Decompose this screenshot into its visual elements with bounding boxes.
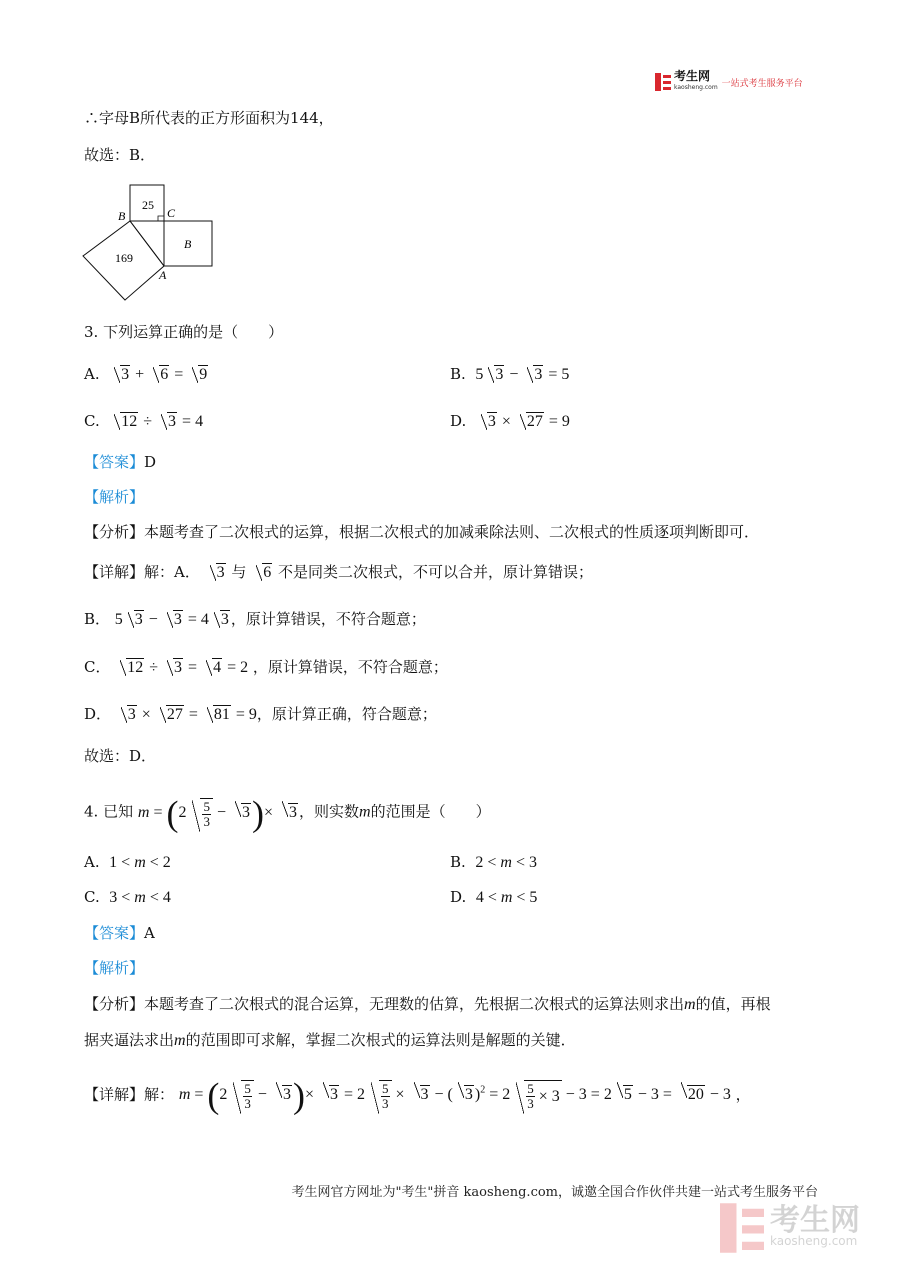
fenxi-text: 的范围即可求解，掌握二次根式的运算法则是解题的关键． xyxy=(185,1031,576,1049)
fenxi-text: 据夹逼法求出 xyxy=(84,1031,175,1049)
logo-name: 考生网 xyxy=(674,69,711,83)
q3-option-d: D. 3 × 27 = 9 xyxy=(450,412,570,430)
prev-conclusion: ∴字母B所代表的正方形面积为144， xyxy=(84,109,334,127)
detail-c-text: ，原计算错误，不符合题意； xyxy=(252,658,448,676)
q4-stem-end: 的范围是（ ） xyxy=(370,802,491,821)
option-letter: D. xyxy=(450,412,467,430)
fenxi-text: 本题考查了二次根式的混合运算，无理数的估算，先根据二次根式的运算法则求出 xyxy=(144,995,685,1013)
option-letter: C. xyxy=(84,888,100,906)
analysis-tag: 【解析】 xyxy=(84,959,145,977)
fenxi-text: 的值，再根 xyxy=(695,995,771,1013)
option-letter: A. xyxy=(84,853,100,871)
q4-option-b: B. 2 < m < 3 xyxy=(450,853,537,871)
point-c-label: C xyxy=(167,206,176,220)
q4-fenxi-line2: 据夹逼法求出m的范围即可求解，掌握二次根式的运算法则是解题的关键． xyxy=(84,1031,576,1049)
logo-domain: kaosheng.com xyxy=(674,84,718,91)
square-top-label: 25 xyxy=(142,198,154,212)
detail-a-text: 不是同类二次根式，不可以合并，原计算错误； xyxy=(277,563,593,581)
fenxi-tag: 【分析】 xyxy=(84,523,145,541)
watermark-domain: kaosheng.com xyxy=(770,1234,858,1248)
detail-b-text: ，原计算错误，不符合题意； xyxy=(230,610,426,628)
detail-tag: 【详解】 xyxy=(84,1085,145,1104)
q4-option-d: D. 4 < m < 5 xyxy=(450,888,538,906)
answer-value: A xyxy=(144,924,155,942)
kaosheng-logo-icon xyxy=(655,73,671,91)
answer-value: D xyxy=(144,453,157,471)
square-right-label: B xyxy=(184,237,192,251)
q3-choice: 故选：D． xyxy=(84,747,157,765)
square-left-label: 169 xyxy=(115,251,133,265)
fenxi-text: 本题考查了二次根式的运算，根据二次根式的加减乘除法则、二次根式的性质逐项判断即可． xyxy=(144,523,760,541)
q4-stem-prefix: 4. 已知 xyxy=(84,802,134,821)
analysis-tag: 【解析】 xyxy=(84,488,145,506)
watermark xyxy=(720,1203,860,1253)
footer-text: 考生网官方网址为"考生"拼音 kaosheng.com，诚邀全国合作伙伴共建一站式考生服务平台 xyxy=(291,1185,818,1200)
q3-detail-b: B． 5 3 − 3 = 4 3 ，原计算错误，不符合题意； xyxy=(84,610,426,628)
q3-answer xyxy=(84,452,156,472)
logo-slogan: 一站式考生服务平台 xyxy=(721,78,803,89)
kaosheng-watermark-icon xyxy=(720,1203,764,1253)
q4-fenxi-line1: 【分析】本题考查了二次根式的混合运算，无理数的估算，先根据二次根式的运算法则求出m的值，再根 xyxy=(84,995,771,1013)
q3-detail-a: 【详解】解：A． 3 与 6 不是同类二次根式，不可以合并，原计算错误； xyxy=(84,563,593,581)
pythagoras-figure xyxy=(78,180,223,305)
q3-detail-d: D． 3 × 27 = 81 = 9，原计算正确，符合题意； xyxy=(84,705,437,723)
option-letter: B. xyxy=(450,853,466,871)
detail-tag: 【详解】 xyxy=(84,563,145,581)
detail-prefix: 解：A． xyxy=(144,563,200,581)
q3-analysis-tag xyxy=(84,487,144,507)
q4-analysis-tag xyxy=(84,958,144,978)
q4-stem: 4. 已知 m = (2 $\frac{5}{3}$ − 3)× 3 ，则实数m的范围是（ ） xyxy=(84,793,491,833)
q4-answer xyxy=(84,923,155,943)
q4-detail: 【详解】解： m = (2 $\frac{5}{3}$ − 3)× 3 = 2 $\frac{5}{3}$ × 3 − ( 3 )$^2$ = 2 $\frac{5}{3}$ × 3 − 3 = 2 5 − 3 = 20 − 3 ， xyxy=(84,1075,751,1116)
option-letter: C. xyxy=(84,412,100,430)
option-letter: A. xyxy=(84,365,100,383)
q3-option-a: A. 3 + 6 = 9 xyxy=(84,365,208,383)
option-letter: D. xyxy=(450,888,467,906)
watermark-name: 考生网 xyxy=(770,1203,860,1238)
q3-detail-c: C． 12 ÷ 3 = 4 = 2 ，原计算错误，不符合题意； xyxy=(84,658,448,676)
prev-choice: 故选：B． xyxy=(84,146,156,164)
option-letter: B. xyxy=(450,365,466,383)
header-logo xyxy=(655,71,803,93)
answer-tag: 【答案】 xyxy=(84,924,145,942)
point-a-label: A xyxy=(159,268,167,282)
fenxi-tag: 【分析】 xyxy=(84,995,145,1013)
q4-stem-suffix: ，则实数 xyxy=(299,802,360,821)
q3-fenxi xyxy=(84,522,759,542)
q4-option-a: A. 1 < m < 2 xyxy=(84,853,171,871)
detail-d-text: ，原计算正确，符合题意； xyxy=(256,705,437,723)
q3-option-b: B. 5 3 − 3 = 5 xyxy=(450,365,570,383)
q3-stem: 3. 下列运算正确的是（ ） xyxy=(84,323,284,341)
detail-prefix: 解： xyxy=(144,1085,175,1104)
answer-tag: 【答案】 xyxy=(84,453,145,471)
q4-option-c: C. 3 < m < 4 xyxy=(84,888,171,906)
point-b-label: B xyxy=(118,209,126,223)
q3-option-c: C. 12 ÷ 3 = 4 xyxy=(84,412,204,430)
